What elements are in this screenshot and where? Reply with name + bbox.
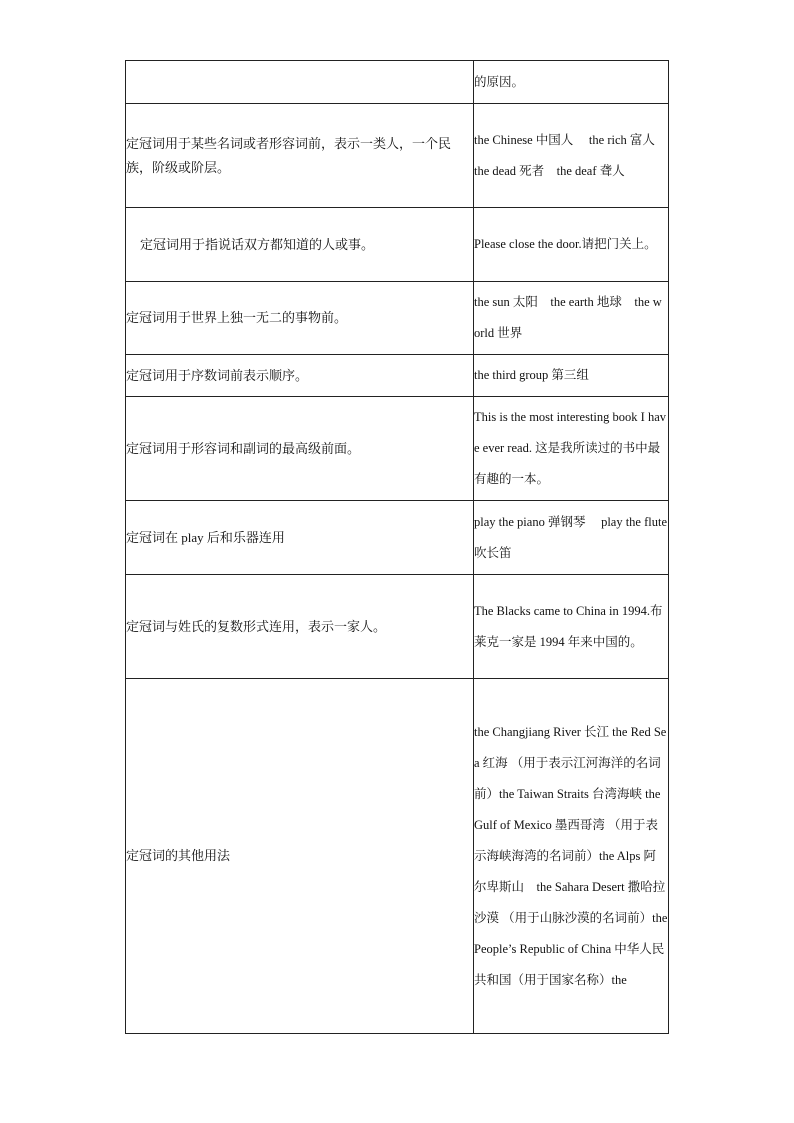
table-row	[126, 208, 669, 282]
usage-cell: 定冠词在 play 后和乐器连用	[126, 501, 474, 575]
usage-cell: 定冠词用于某些名词或者形容词前，表示一类人，一个民族，阶级或阶层。	[126, 104, 474, 208]
example-cell: the Chinese 中国人 the rich 富人 the dead 死者 the deaf 聋人	[474, 104, 669, 208]
table-row	[126, 397, 669, 501]
usage-cell: 定冠词的其他用法	[126, 679, 474, 1034]
example-cell: the third group 第三组	[474, 355, 669, 397]
example-cell: Please close the door.请把门关上。	[474, 208, 669, 282]
example-cell: play the piano 弹钢琴 play the flute 吹长笛	[474, 501, 669, 575]
example-cell: The Blacks came to China in 1994.布莱克一家是 1994 年来中国的。	[474, 575, 669, 679]
table-row	[126, 104, 669, 208]
example-cell: 的原因。	[474, 61, 669, 104]
table-row	[126, 355, 669, 397]
example-cell: the Changjiang River 长江 the Red Sea 红海 （用于表示江河海洋的名词前）the Taiwan Straits 台湾海峡 the Gulf of Mexico 墨西哥湾 （用于表示海峡海湾的名词前）the Alps 阿尔卑斯山 the Sahara Desert 撒哈拉沙漠 （用于山脉沙漠的名词前）the People’s Republic of China 中华人民共和国（用于国家名称）the	[474, 679, 669, 1034]
article-usage-table	[125, 60, 669, 1034]
usage-cell: 定冠词用于世界上独一无二的事物前。	[126, 282, 474, 355]
example-cell: the sun 太阳 the earth 地球 the world 世界	[474, 282, 669, 355]
table-row	[126, 679, 669, 1034]
usage-cell: 定冠词用于序数词前表示顺序。	[126, 355, 474, 397]
usage-cell: 定冠词与姓氏的复数形式连用，表示一家人。	[126, 575, 474, 679]
table-row	[126, 575, 669, 679]
table-row	[126, 61, 669, 104]
table-row	[126, 501, 669, 575]
usage-cell: 定冠词用于指说话双方都知道的人或事。	[126, 208, 474, 282]
usage-cell	[126, 61, 474, 104]
table-row	[126, 282, 669, 355]
example-cell: This is the most interesting book I have ever read. 这是我所读过的书中最有趣的一本。	[474, 397, 669, 501]
usage-cell: 定冠词用于形容词和副词的最高级前面。	[126, 397, 474, 501]
